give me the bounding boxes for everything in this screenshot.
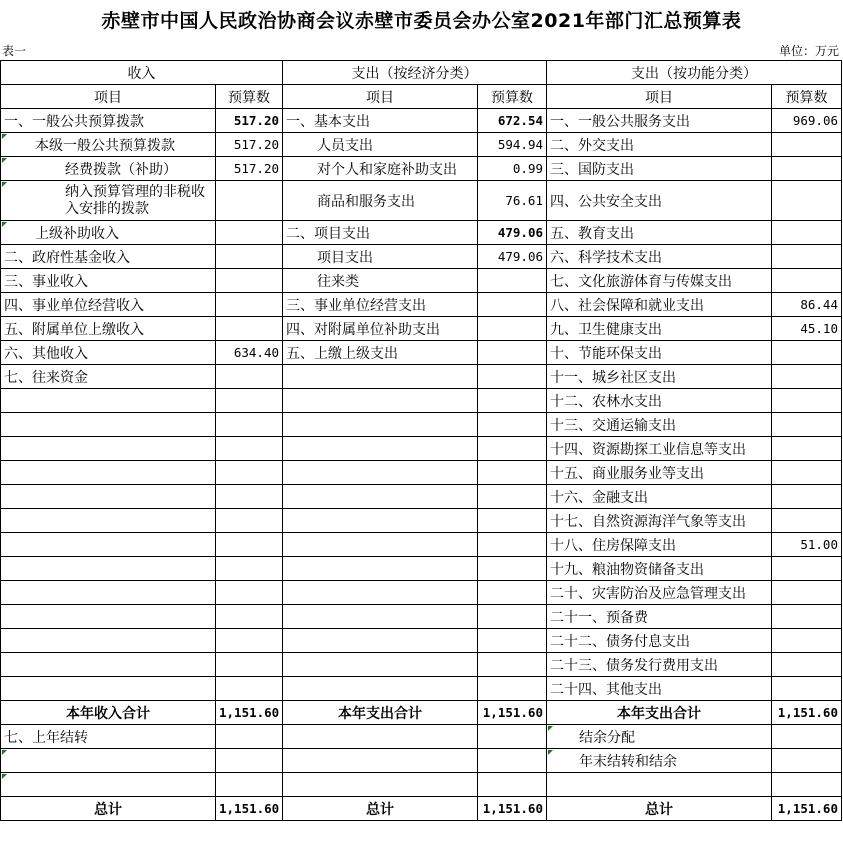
income-item [1, 653, 216, 677]
func-grand-total-label: 总计 [547, 797, 772, 821]
func-item: 十、节能环保支出 [547, 341, 772, 365]
table-row [1, 109, 842, 133]
table-row [1, 461, 842, 485]
econ-item [283, 437, 478, 461]
carry-func-value [772, 725, 842, 749]
func-item: 五、教育支出 [547, 221, 772, 245]
income-value: 517.20 [216, 133, 283, 157]
carry-income-label: 七、上年结转 [1, 725, 216, 749]
table-row [1, 269, 842, 293]
income-item [1, 413, 216, 437]
income-budget-header: 预算数 [216, 85, 283, 109]
econ-value: 479.06 [478, 221, 547, 245]
income-value [216, 389, 283, 413]
table-row [1, 509, 842, 533]
year-total-row [1, 701, 842, 725]
table-row [1, 653, 842, 677]
func-item: 二十、灾害防治及应急管理支出 [547, 581, 772, 605]
page-title: 赤壁市中国人民政治协商会议赤壁市委员会办公室2021年部门汇总预算表 [101, 10, 742, 32]
func-value [772, 157, 842, 181]
econ-value [478, 485, 547, 509]
econ-value [478, 269, 547, 293]
income-value [216, 221, 283, 245]
func-item: 十二、农林水支出 [547, 389, 772, 413]
econ-value [478, 653, 547, 677]
func-item: 二十四、其他支出 [547, 677, 772, 701]
carry-row [1, 773, 842, 797]
carry-income-value [216, 773, 283, 797]
income-value [216, 181, 283, 221]
carry-income-value [216, 725, 283, 749]
table-row [1, 341, 842, 365]
func-item: 二十三、债务发行费用支出 [547, 653, 772, 677]
income-item [1, 461, 216, 485]
income-item [1, 389, 216, 413]
func-item: 二、外交支出 [547, 133, 772, 157]
carry-func-label [547, 773, 772, 797]
table-row [1, 157, 842, 181]
table-row [1, 533, 842, 557]
econ-item [283, 629, 478, 653]
func-item: 二十一、预备费 [547, 605, 772, 629]
econ-item: 对个人和家庭补助支出 [283, 157, 478, 181]
econ-value [478, 677, 547, 701]
carry-func-label: 结余分配 [547, 725, 772, 749]
econ-item: 二、项目支出 [283, 221, 478, 245]
func-item: 十九、粮油物资储备支出 [547, 557, 772, 581]
econ-value [478, 461, 547, 485]
func-item: 七、文化旅游体育与传媒支出 [547, 269, 772, 293]
econ-item [283, 653, 478, 677]
func-value [772, 365, 842, 389]
income-value [216, 269, 283, 293]
income-value [216, 533, 283, 557]
econ-item: 一、基本支出 [283, 109, 478, 133]
income-item: 四、事业单位经营收入 [1, 293, 216, 317]
income-value [216, 509, 283, 533]
econ-value [478, 629, 547, 653]
budget-table [0, 60, 842, 821]
income-item [1, 605, 216, 629]
econ-item [283, 605, 478, 629]
table-row [1, 605, 842, 629]
income-value [216, 605, 283, 629]
table-id-label: 表一 [2, 44, 27, 58]
income-value [216, 581, 283, 605]
section-header-row [1, 61, 842, 85]
income-item [1, 581, 216, 605]
func-value [772, 269, 842, 293]
carry-econ-value [478, 773, 547, 797]
econ-item: 四、对附属单位补助支出 [283, 317, 478, 341]
table-row [1, 629, 842, 653]
carry-econ-value [478, 749, 547, 773]
econ-item [283, 365, 478, 389]
econ-item: 三、事业单位经营支出 [283, 293, 478, 317]
table-row [1, 221, 842, 245]
func-item: 八、社会保障和就业支出 [547, 293, 772, 317]
econ-value [478, 413, 547, 437]
func-value: 86.44 [772, 293, 842, 317]
econ-item [283, 509, 478, 533]
income-item: 五、附属单位上缴收入 [1, 317, 216, 341]
func-item: 十三、交通运输支出 [547, 413, 772, 437]
table-row [1, 413, 842, 437]
carry-econ-label [283, 773, 478, 797]
econ-year-total-value: 1,151.60 [478, 701, 547, 725]
income-grand-total-value: 1,151.60 [216, 797, 283, 821]
carry-row [1, 725, 842, 749]
func-item: 十七、自然资源海洋气象等支出 [547, 509, 772, 533]
econ-item: 往来类 [283, 269, 478, 293]
econ-value [478, 365, 547, 389]
econ-value: 0.99 [478, 157, 547, 181]
econ-value [478, 605, 547, 629]
func-value [772, 677, 842, 701]
func-item: 四、公共安全支出 [547, 181, 772, 221]
income-item: 三、事业收入 [1, 269, 216, 293]
func-value [772, 413, 842, 437]
func-value [772, 221, 842, 245]
income-value [216, 365, 283, 389]
econ-grand-total-value: 1,151.60 [478, 797, 547, 821]
func-item: 十八、住房保障支出 [547, 533, 772, 557]
func-value [772, 461, 842, 485]
income-item: 一、一般公共预算拨款 [1, 109, 216, 133]
econ-item: 商品和服务支出 [283, 181, 478, 221]
func-item: 二十二、债务付息支出 [547, 629, 772, 653]
econ-grand-total-label: 总计 [283, 797, 478, 821]
econ-item [283, 677, 478, 701]
table-row [1, 133, 842, 157]
expense-func-section-header: 支出（按功能分类） [547, 61, 842, 85]
econ-year-total-label: 本年支出合计 [283, 701, 478, 725]
income-item: 六、其他收入 [1, 341, 216, 365]
income-item [1, 629, 216, 653]
table-row [1, 389, 842, 413]
carry-income-value [216, 749, 283, 773]
func-item: 十四、资源勘探工业信息等支出 [547, 437, 772, 461]
func-grand-total-value: 1,151.60 [772, 797, 842, 821]
func-value [772, 437, 842, 461]
income-value [216, 317, 283, 341]
income-item: 七、往来资金 [1, 365, 216, 389]
func-value [772, 629, 842, 653]
income-item [1, 533, 216, 557]
table-row [1, 365, 842, 389]
econ-value: 672.54 [478, 109, 547, 133]
table-row [1, 437, 842, 461]
table-row [1, 557, 842, 581]
income-item [1, 557, 216, 581]
econ-value [478, 509, 547, 533]
income-value [216, 293, 283, 317]
func-value [772, 341, 842, 365]
func-value [772, 509, 842, 533]
econ-item: 项目支出 [283, 245, 478, 269]
income-item: 上级补助收入 [1, 221, 216, 245]
carry-func-value [772, 749, 842, 773]
income-year-total-value: 1,151.60 [216, 701, 283, 725]
income-value [216, 653, 283, 677]
econ-value [478, 533, 547, 557]
func-value [772, 581, 842, 605]
income-item-header: 项目 [1, 85, 216, 109]
income-value: 517.20 [216, 157, 283, 181]
income-value: 517.20 [216, 109, 283, 133]
income-value [216, 413, 283, 437]
carry-row [1, 749, 842, 773]
func-item: 一、一般公共服务支出 [547, 109, 772, 133]
econ-value [478, 341, 547, 365]
func-budget-header: 预算数 [772, 85, 842, 109]
econ-value: 479.06 [478, 245, 547, 269]
econ-value [478, 293, 547, 317]
func-value: 45.10 [772, 317, 842, 341]
income-item: 经费拨款（补助） [1, 157, 216, 181]
func-value: 51.00 [772, 533, 842, 557]
func-value [772, 653, 842, 677]
income-value [216, 629, 283, 653]
income-item: 本级一般公共预算拨款 [1, 133, 216, 157]
income-item: 纳入预算管理的非税收入安排的拨款 [1, 181, 216, 221]
carry-income-label [1, 749, 216, 773]
econ-value [478, 581, 547, 605]
func-value [772, 557, 842, 581]
func-item-header: 项目 [547, 85, 772, 109]
func-value [772, 605, 842, 629]
table-row [1, 677, 842, 701]
func-item: 九、卫生健康支出 [547, 317, 772, 341]
income-section-header: 收入 [1, 61, 283, 85]
econ-item [283, 533, 478, 557]
column-header-row [1, 85, 842, 109]
econ-item: 五、上缴上级支出 [283, 341, 478, 365]
table-row [1, 245, 842, 269]
func-value [772, 485, 842, 509]
carry-econ-value [478, 725, 547, 749]
econ-value: 594.94 [478, 133, 547, 157]
func-item: 十六、金融支出 [547, 485, 772, 509]
func-value [772, 245, 842, 269]
table-row [1, 581, 842, 605]
carry-func-label: 年末结转和结余 [547, 749, 772, 773]
econ-budget-header: 预算数 [478, 85, 547, 109]
func-value [772, 389, 842, 413]
econ-value [478, 437, 547, 461]
func-item: 十一、城乡社区支出 [547, 365, 772, 389]
table-row [1, 317, 842, 341]
income-value [216, 677, 283, 701]
econ-item [283, 461, 478, 485]
income-value: 634.40 [216, 341, 283, 365]
income-item: 二、政府性基金收入 [1, 245, 216, 269]
func-item: 三、国防支出 [547, 157, 772, 181]
econ-item-header: 项目 [283, 85, 478, 109]
econ-item [283, 389, 478, 413]
income-year-total-label: 本年收入合计 [1, 701, 216, 725]
func-value: 969.06 [772, 109, 842, 133]
income-item [1, 437, 216, 461]
income-item [1, 485, 216, 509]
expense-econ-section-header: 支出（按经济分类） [283, 61, 547, 85]
func-year-total-label: 本年支出合计 [547, 701, 772, 725]
income-value [216, 245, 283, 269]
func-year-total-value: 1,151.60 [772, 701, 842, 725]
table-row [1, 293, 842, 317]
econ-value [478, 317, 547, 341]
unit-label: 单位：万元 [778, 44, 839, 58]
grand-total-row [1, 797, 842, 821]
func-item: 六、科学技术支出 [547, 245, 772, 269]
econ-item [283, 557, 478, 581]
econ-item [283, 581, 478, 605]
income-value [216, 485, 283, 509]
carry-func-value [772, 773, 842, 797]
func-value [772, 133, 842, 157]
econ-item: 人员支出 [283, 133, 478, 157]
func-item: 十五、商业服务业等支出 [547, 461, 772, 485]
income-value [216, 557, 283, 581]
econ-value [478, 557, 547, 581]
econ-value [478, 389, 547, 413]
func-value [772, 181, 842, 221]
carry-econ-label [283, 725, 478, 749]
carry-econ-label [283, 749, 478, 773]
table-row [1, 181, 842, 221]
econ-item [283, 485, 478, 509]
income-grand-total-label: 总计 [1, 797, 216, 821]
econ-value: 76.61 [478, 181, 547, 221]
econ-item [283, 413, 478, 437]
carry-income-label [1, 773, 216, 797]
income-item [1, 509, 216, 533]
income-value [216, 437, 283, 461]
income-item [1, 677, 216, 701]
table-row [1, 485, 842, 509]
income-value [216, 461, 283, 485]
